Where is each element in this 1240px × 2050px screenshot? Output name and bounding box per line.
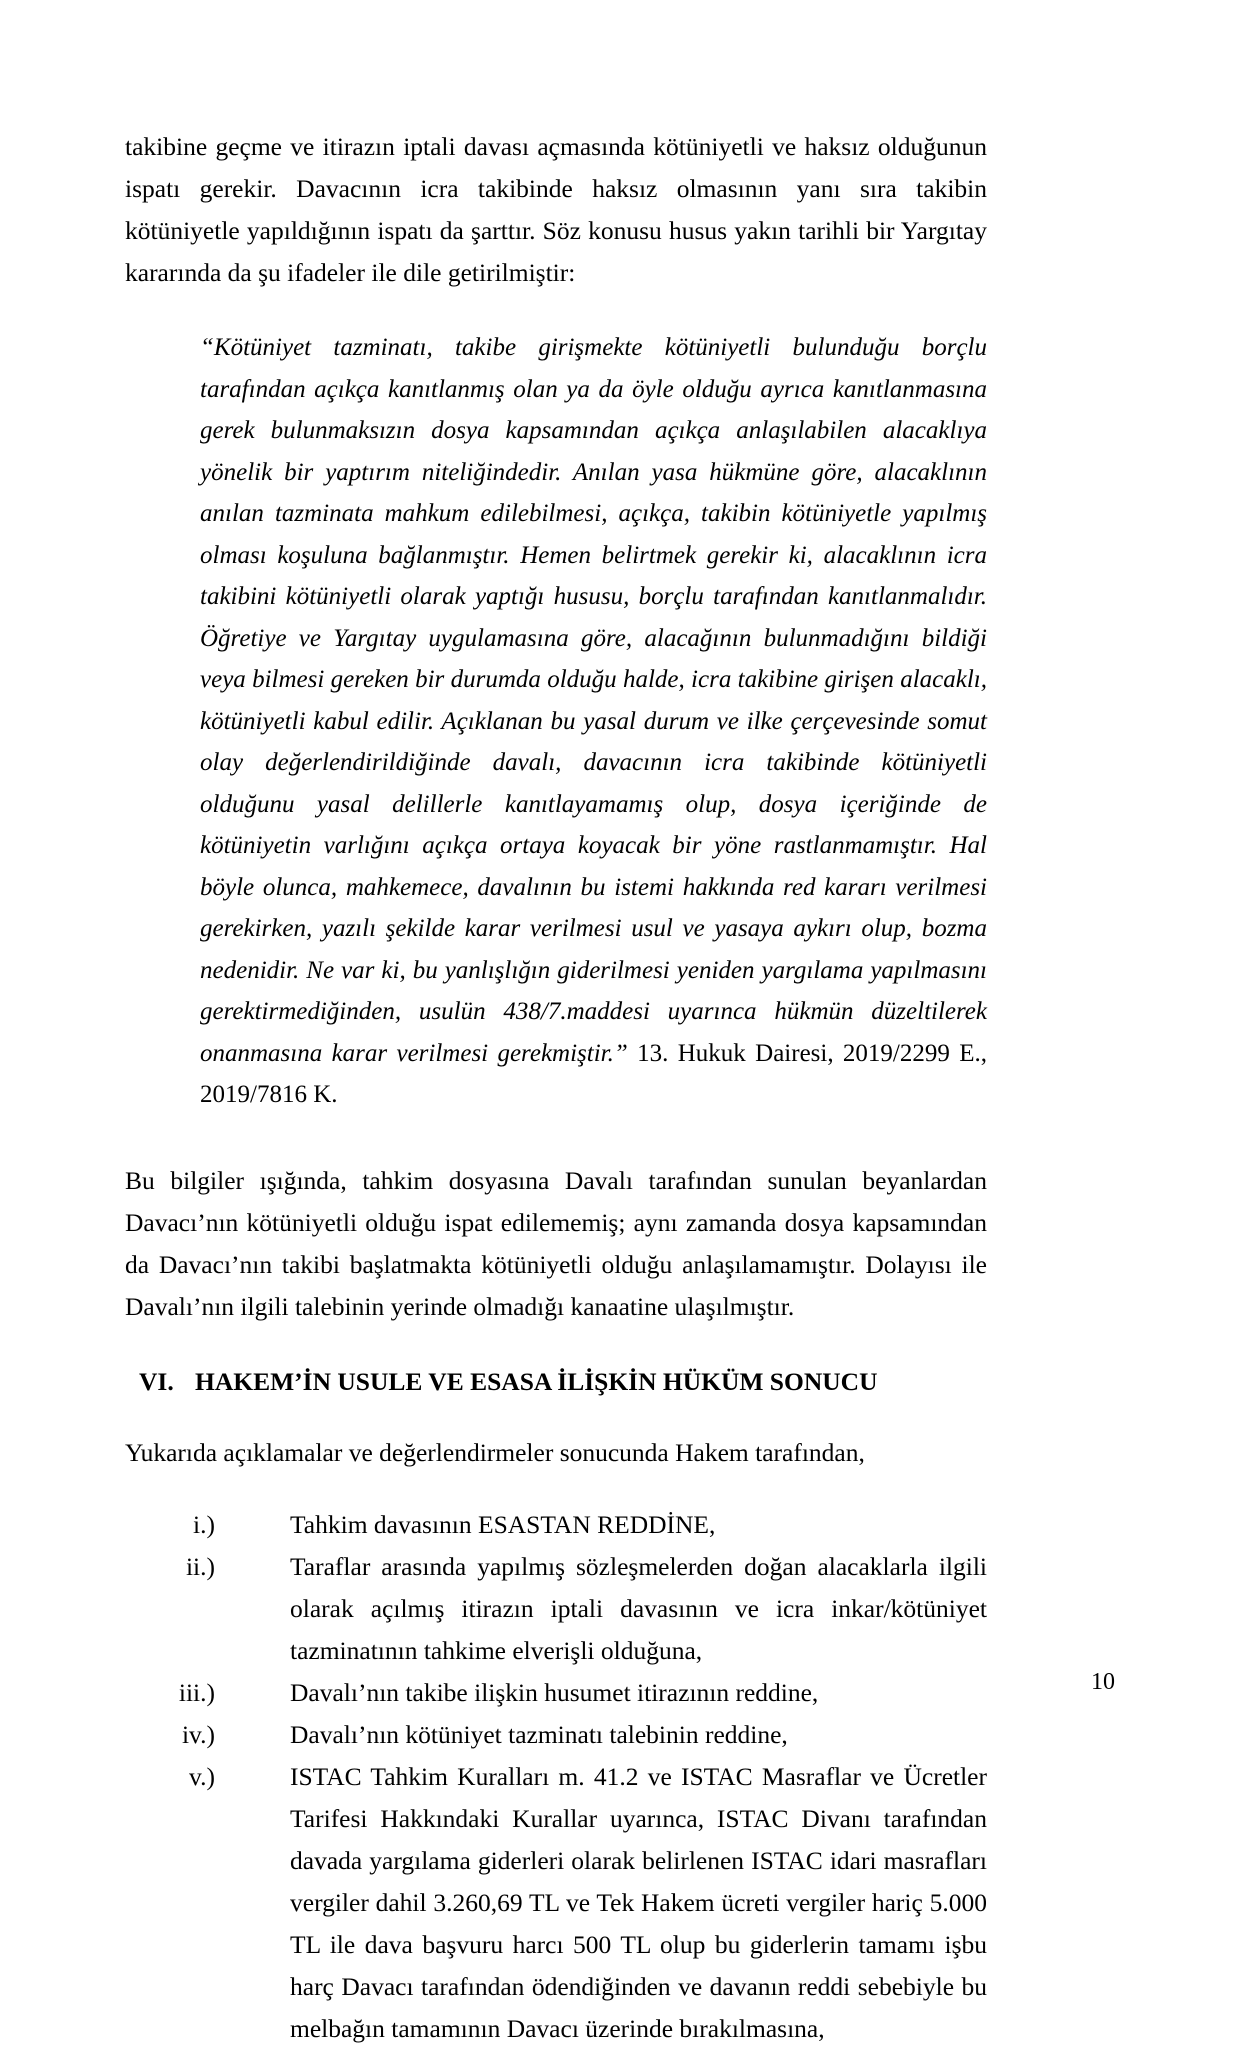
quote-text: “Kötüniyet tazminatı, takibe girişmekte kötüniyetli bulunduğu borçlu tarafından açıkça kanıtlanmış olan ya da öyle olduğu ayrıca kanıtlanmasına gerek bulunmaksızın dosya kapsamından açıkça anlaşılabilen alacaklıya yönelik bir yaptırım niteliğindedir. Anılan yasa hükmüne göre, alacaklının anılan tazminata mahkum edilebilmesi, açıkça, takibin kötüniyetle yapılmış olması koşuluna bağlanmıştır. Hemen belirtmek gerekir ki, alacaklının icra takibini kötüniyetli olarak yaptığı hususu, borçlu tarafından kanıtlanmalıdır. Öğretiye ve Yargıtay uygulamasına göre, alacağının bulunmadığını bildiği veya bilmesi gereken bir durumda olduğu halde, icra takibine girişen alacaklı, kötüniyetli kabul edilir. Açıklanan bu yasal durum ve ilke çerçevesinde somut olay değerlendirildiğinde davalı, davacının icra takibinde kötüniyetli olduğunu yasal delillerle kanıtlayamamış olup, dosya içeriğinde de kötüniyetin varlığını açıkça ortaya koyacak bir yöne rastlanmamıştır. Hal böyle olunca, mahkemece, davalının bu istemi hakkında red kararı verilmesi gerekirken, yazılı şekilde karar verilmesi usul ve yasaya aykırı olup, bozma nedenidir. Ne var ki, bu yanlışlığın giderilmesi yeniden yargılama yapılmasını gerektirmediğinden, usulün 438/7.maddesi uyarınca hükmün düzeltilerek onanmasına karar verilmesi gerekmiştir.” xyxy=(200,334,987,1067)
list-item xyxy=(125,1714,987,1756)
list-marker: iv.) xyxy=(181,1719,215,1749)
list-marker: v.) xyxy=(189,1761,215,1791)
page-content xyxy=(125,126,987,2050)
list-item xyxy=(125,1546,987,1672)
page-number: 10 xyxy=(1091,1669,1115,1695)
list-item xyxy=(125,1672,987,1714)
section-intro-paragraph: Yukarıda açıklamalar ve değerlendirmeler sonucunda Hakem tarafından, xyxy=(125,1437,865,1467)
quote-spacer xyxy=(125,1116,987,1160)
list-item-text: Taraflar arasında yapılmış sözleşmelerden doğan alacaklarla ilgili olarak açılmış itirazın iptali davasının ve icra inkar/kötüniyet tazminatının tahkime elverişli olduğuna, xyxy=(290,1551,987,1665)
section-heading-vi xyxy=(125,1362,987,1402)
list-item-text: ISTAC Tahkim Kuralları m. 41.2 ve ISTAC Masraflar ve Ücretler Tarifesi Hakkındaki Kurallar uyarınca, ISTAC Divanı tarafından davada yargılama giderleri olarak belirlenen ISTAC idari masrafları vergiler dahil 3.260,69 TL ve Tek Hakem ücreti vergiler hariç 5.000 TL ile dava başvuru harcı 500 TL olup bu giderlerin tamamı işbu harç Davacı tarafından ödendiğinden ve davanın reddi sebebiyle bu melbağın tamamının Davacı üzerinde bırakılmasına, xyxy=(290,1761,987,2043)
list-marker: iii.) xyxy=(178,1677,215,1707)
section-number: VI. xyxy=(139,1366,174,1396)
yargitay-quote-block xyxy=(200,327,987,1116)
intro-paragraph: takibine geçme ve itirazın iptali davası açmasında kötüniyetli ve haksız olduğunun ispatı gerekir. Davacının icra takibinde haksız olmasının yanı sıra takibin kötüniyetle yapıldığının ispatı da şarttır. Söz konusu husus yakın tarihli bir Yargıtay kararında da şu ifadeler ile dile getirilmiştir: xyxy=(125,132,987,287)
list-marker: i.) xyxy=(193,1509,215,1539)
section-title: HAKEM’İN USULE VE ESASA İLİŞKİN HÜKÜM SONUCU xyxy=(195,1366,878,1396)
list-item-text: Davalı’nın kötüniyet tazminatı talebinin reddine, xyxy=(290,1719,788,1749)
decisions-list xyxy=(125,1504,987,2050)
list-item xyxy=(125,1504,987,1546)
after-quote-paragraph: Bu bilgiler ışığında, tahkim dosyasına Davalı tarafından sunulan beyanlardan Davacı’nın kötüniyetli olduğu ispat edilememiş; aynı zamanda dosya kapsamından da Davacı’nın takibi başlatmakta kötüniyetli olduğu anlaşılamamıştır. Dolayısı ile Davalı’nın ilgili talebinin yerinde olmadığı kanaatine ulaşılmıştır. xyxy=(125,1165,987,1321)
list-marker: ii.) xyxy=(185,1551,215,1581)
quote-paragraph xyxy=(200,327,987,1116)
list-item-text: Tahkim davasının ESASTAN REDDİNE, xyxy=(290,1509,716,1539)
list-item-text: Davalı’nın takibe ilişkin husumet itirazının reddine, xyxy=(290,1677,819,1707)
list-item xyxy=(125,1756,987,2050)
quote-citation: 13. Hukuk Dairesi, 2019/2299 E., 2019/7816 K. xyxy=(200,1039,987,1108)
